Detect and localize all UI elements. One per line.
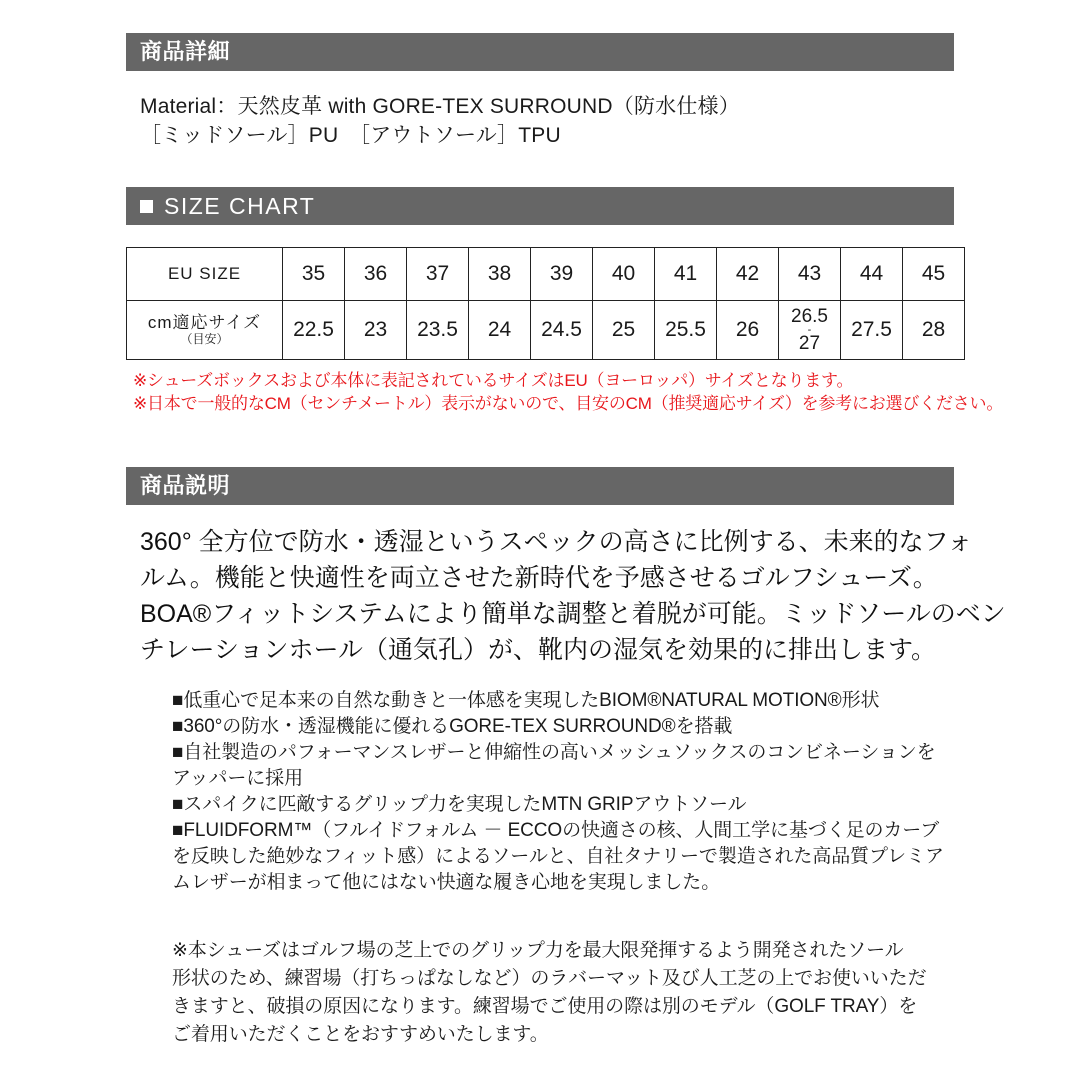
description-lead-line-2: ルム。機能と快適性を両立させた新時代を予感させるゴルフシューズ。 bbox=[140, 564, 938, 592]
description-lead bbox=[140, 524, 1006, 668]
cell-eu-35-text: 35 bbox=[301, 262, 326, 285]
cell-eu-44 bbox=[841, 248, 903, 301]
usage-note-line-3: きますと、破損の原因になります。練習場でご使用の際は別のモデル（GOLF TRAY）を bbox=[172, 996, 918, 1017]
feature-line-5: ■スパイクに匹敵するグリップ力を実現したMTN GRIPアウトソール bbox=[172, 794, 747, 815]
cell-cm-40-text: 25 bbox=[611, 318, 636, 341]
section-header-size-chart bbox=[126, 187, 954, 225]
section-header-product-details bbox=[126, 33, 954, 71]
description-lead-line-1: 360° 全方位で防水・透湿というスペックの高さに比例する、未来的なフォ bbox=[140, 528, 973, 556]
table-row-cm-size bbox=[127, 301, 965, 360]
cell-cm-35-text: 22.5 bbox=[293, 318, 334, 341]
cell-eu-43 bbox=[779, 248, 841, 301]
cell-eu-44-text: 44 bbox=[859, 262, 884, 285]
feature-line-8: ムレザーが相まって他にはない快適な履き心地を実現しました。 bbox=[172, 872, 721, 893]
row-label-cm-size-subtext: （目安） bbox=[180, 332, 229, 347]
cell-cm-36-text: 23 bbox=[363, 318, 388, 341]
cell-cm-36 bbox=[345, 301, 407, 360]
size-chart-note-2: ※日本で一般的なCM（センチメートル）表示がないので、目安のCM（推奨適応サイズ）を参考にお選びください。 bbox=[133, 394, 1004, 413]
cell-eu-41 bbox=[655, 248, 717, 301]
cell-eu-43-text: 43 bbox=[797, 262, 822, 285]
size-chart-table bbox=[126, 247, 965, 360]
cell-eu-42 bbox=[717, 248, 779, 301]
cell-eu-41-text: 41 bbox=[673, 262, 698, 285]
feature-line-3: ■自社製造のパフォーマンスレザーと伸縮性の高いメッシュソックスのコンビネーションを bbox=[172, 742, 936, 763]
material-line-1: Material：天然皮革 with GORE-TEX SURROUND（防水仕様） bbox=[140, 95, 740, 118]
section-header-product-description bbox=[126, 467, 954, 505]
cell-eu-42-text: 42 bbox=[735, 262, 760, 285]
row-label-eu-size-text: EU SIZE bbox=[167, 264, 242, 284]
cell-cm-44 bbox=[841, 301, 903, 360]
size-chart-note-1: ※シューズボックスおよび本体に表記されているサイズはEU（ヨーロッパ）サイズとなります。 bbox=[133, 371, 854, 390]
section-header-product-details-label: 商品詳細 bbox=[140, 39, 231, 64]
cell-cm-35 bbox=[283, 301, 345, 360]
cell-cm-45-text: 28 bbox=[921, 318, 946, 341]
usage-note-line-2: 形状のため、練習場（打ちっぱなしなど）のラバーマット及び人工芝の上でお使いいただ bbox=[172, 968, 927, 989]
cell-cm-44-text: 27.5 bbox=[851, 318, 892, 341]
feature-line-7: を反映した絶妙なフィット感）によるソールと、自社タナリーで製造された高品質プレミア bbox=[172, 846, 944, 867]
cell-eu-40 bbox=[593, 248, 655, 301]
cell-cm-40 bbox=[593, 301, 655, 360]
feature-line-1: ■低重心で足本来の自然な動きと一体感を実現したBIOM®NATURAL MOTION®形状 bbox=[172, 690, 880, 711]
cell-cm-37 bbox=[407, 301, 469, 360]
feature-line-2: ■360°の防水・透湿機能に優れるGORE-TEX SURROUND®を搭載 bbox=[172, 716, 733, 737]
description-lead-line-4: チレーションホール（通気孔）が、靴内の湿気を効果的に排出します。 bbox=[140, 636, 937, 664]
cell-cm-38 bbox=[469, 301, 531, 360]
cell-cm-43-bottom: 27 bbox=[798, 333, 821, 354]
size-chart-notes bbox=[133, 369, 1004, 415]
cell-eu-37 bbox=[407, 248, 469, 301]
cell-eu-39 bbox=[531, 248, 593, 301]
cell-eu-36-text: 36 bbox=[363, 262, 388, 285]
row-label-cm-size bbox=[127, 301, 283, 360]
cell-cm-43-top: 26.5 bbox=[791, 306, 828, 327]
cell-eu-37-text: 37 bbox=[425, 262, 450, 285]
cell-cm-43-dash: - bbox=[807, 324, 812, 336]
cell-eu-40-text: 40 bbox=[611, 262, 636, 285]
section-header-product-description-label: 商品説明 bbox=[140, 473, 231, 498]
cell-cm-39-text: 24.5 bbox=[541, 318, 582, 341]
cell-cm-41-text: 25.5 bbox=[665, 318, 706, 341]
cell-cm-37-text: 23.5 bbox=[417, 318, 458, 341]
cell-eu-36 bbox=[345, 248, 407, 301]
cell-eu-35 bbox=[283, 248, 345, 301]
cell-eu-38-text: 38 bbox=[487, 262, 512, 285]
row-label-eu-size bbox=[127, 248, 283, 301]
description-lead-line-3: BOA®フィットシステムにより簡単な調整と着脱が可能。ミッドソールのベン bbox=[140, 600, 1006, 628]
cell-eu-45-text: 45 bbox=[921, 262, 946, 285]
cell-eu-39-text: 39 bbox=[549, 262, 574, 285]
cell-cm-42 bbox=[717, 301, 779, 360]
cell-eu-45 bbox=[903, 248, 965, 301]
cell-cm-42-text: 26 bbox=[735, 318, 760, 341]
feature-list bbox=[172, 688, 962, 896]
cell-cm-39 bbox=[531, 301, 593, 360]
cell-cm-41 bbox=[655, 301, 717, 360]
feature-line-6: ■FLUIDFORM™（フルイドフォルム － ECCOの快適さの核、人間工学に基づく足のカーブ bbox=[172, 820, 940, 841]
table-row-eu-size bbox=[127, 248, 965, 301]
section-header-size-chart-label: SIZE CHART bbox=[164, 192, 316, 219]
feature-line-4: アッパーに採用 bbox=[172, 768, 303, 789]
cell-cm-45 bbox=[903, 301, 965, 360]
material-line-2: ［ミッドソール］PU ［アウトソール］TPU bbox=[140, 124, 561, 147]
material-block bbox=[140, 92, 960, 150]
usage-note-line-1: ※本シューズはゴルフ場の芝上でのグリップ力を最大限発揮するよう開発されたソール bbox=[172, 940, 904, 961]
cell-eu-38 bbox=[469, 248, 531, 301]
filled-square-icon bbox=[140, 200, 153, 213]
cell-cm-38-text: 24 bbox=[487, 318, 512, 341]
usage-note-line-4: ご着用いただくことをおすすめいたします。 bbox=[172, 1024, 549, 1045]
row-label-cm-size-text: cm適応サイズ bbox=[147, 312, 262, 332]
cell-cm-43 bbox=[779, 301, 841, 360]
usage-note bbox=[172, 937, 962, 1049]
